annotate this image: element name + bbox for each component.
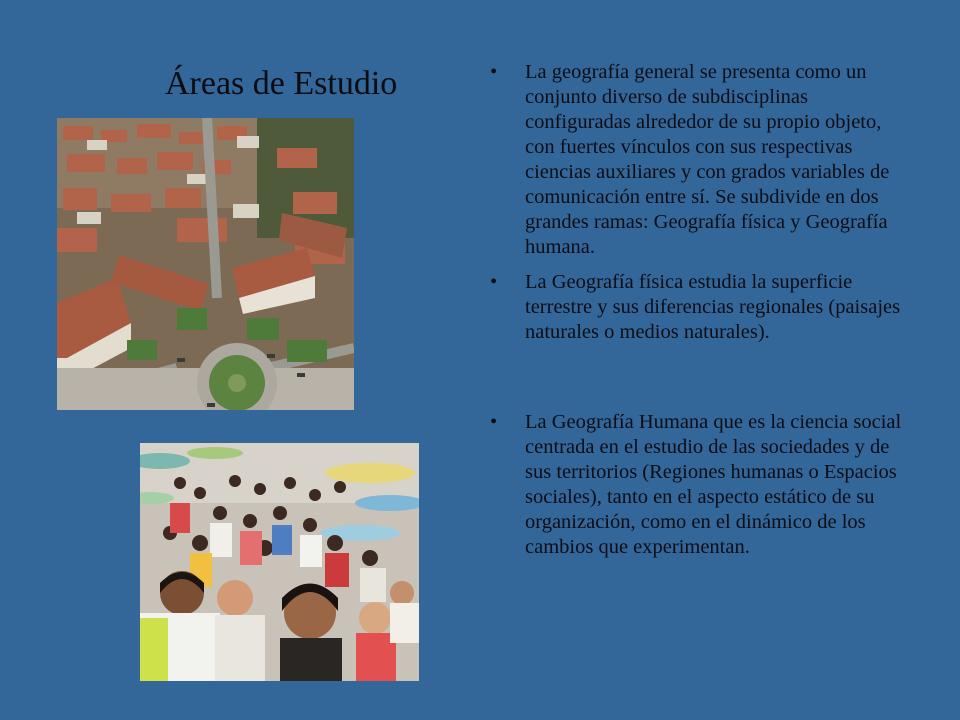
bullet-list [490,60,910,560]
bullet-text: La Geografía Humana que es la ciencia social centrada en el estudio de las sociedades y de sus territorios (Regiones humanas o Espacios sociales), tanto en el aspecto estático de su organización, como en el dinámico de los cambios que experimentan. [525,411,902,558]
bullet-item-general-geography [490,60,910,260]
bullet-text: La geografía general se presenta como un conjunto diverso de subdisciplinas configuradas alrededor de su propio objeto, con fuertes vínculos con sus respectivas ciencias auxiliares y con grados variables de comunicación entre sí. Se subdivide en dos grandes ramas: Geografía física y Geografía humana. [525,61,890,258]
bullet-item-physical-geography [490,270,910,345]
bullet-item-human-geography [490,410,910,560]
crowd-photo [140,443,419,681]
city-aerial-photo [57,118,354,410]
bullet-text: La Geografía física estudia la superficie terrestre y sus diferencias regionales (paisajes naturales o medios naturales). [525,271,901,343]
bullet-marker: • [490,271,498,293]
bullet-marker: • [490,411,498,433]
slide-title: Áreas de Estudio [165,65,398,102]
bullet-marker: • [490,61,498,83]
